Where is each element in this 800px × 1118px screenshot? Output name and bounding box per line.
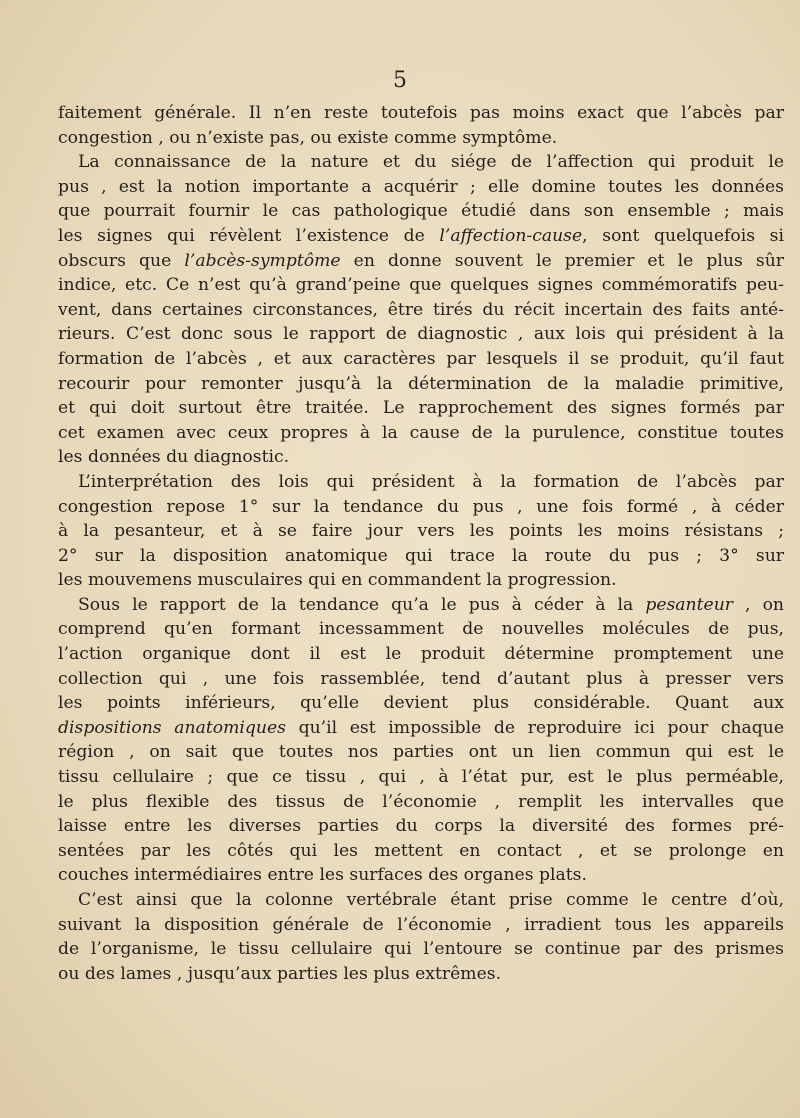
text-segment: C’est ainsi que la colonne vertébrale étant prise comme le centre d’où, bbox=[78, 890, 784, 910]
text-line bbox=[58, 790, 784, 815]
text-segment: que pourrait fournir le cas pathologique étudié dans son ensemble ; mais bbox=[58, 201, 784, 222]
text-line bbox=[58, 175, 784, 200]
text-segment: l’action organique dont il est le produit détermine promptement une bbox=[58, 644, 784, 665]
text-segment: tissu cellulaire ; que ce tissu , qui , à l’état pur, est le plus perméable, bbox=[58, 767, 784, 788]
text-segment: rieurs. C’est donc sous le rapport de diagnostic , aux lois qui président à la bbox=[58, 324, 784, 345]
text-line bbox=[58, 298, 784, 323]
text-line bbox=[58, 372, 784, 397]
text-segment: sentées par les côtés qui les mettent en contact , et se prolonge en bbox=[58, 840, 784, 861]
text-line bbox=[58, 839, 784, 864]
text-line bbox=[58, 765, 784, 790]
text-segment: congestion repose 1° sur la tendance du pus , une fois formé , à céder bbox=[58, 496, 784, 517]
text-line bbox=[58, 273, 784, 298]
text-line bbox=[58, 593, 784, 618]
text-segment: collection qui , une fois rassemblée, tend d’autant plus à presser vers bbox=[58, 668, 784, 689]
text-segment: comprend qu’en formant incessamment de nouvelles molécules de pus, bbox=[58, 619, 784, 640]
text-line bbox=[58, 617, 784, 642]
text-line bbox=[58, 519, 784, 544]
text-segment: , on bbox=[733, 594, 784, 615]
text-segment: de l’organisme, le tissu cellulaire qui l’entoure se continue par des prismes bbox=[58, 939, 784, 960]
text-segment: ou des lames , jusqu’aux parties les plus extrêmes. bbox=[58, 963, 502, 984]
text-segment: obscurs que bbox=[58, 250, 185, 271]
italic-phrase: l’affection-cause bbox=[439, 225, 583, 246]
text-segment: les signes qui révèlent l’existence de bbox=[58, 225, 440, 246]
text-segment: indice, etc. Ce n’est qu’à grand’peine que quelques signes commémoratifs peu- bbox=[58, 275, 784, 296]
text-segment: le plus flexible des tissus de l’économie , remplit les intervalles que bbox=[58, 791, 784, 812]
text-line bbox=[58, 470, 784, 495]
text-line bbox=[58, 495, 784, 520]
text-line bbox=[58, 396, 784, 421]
text-line bbox=[58, 691, 784, 716]
text-line bbox=[58, 224, 784, 249]
text-line bbox=[58, 126, 784, 151]
text-segment: à la pesanteur, et à se faire jour vers les points les moins résistans ; bbox=[58, 521, 784, 542]
text-segment: couches intermédiaires entre les surfaces des organes plats. bbox=[58, 865, 587, 886]
text-line bbox=[58, 937, 784, 962]
text-line bbox=[58, 150, 784, 175]
text-segment: 2° sur la disposition anatomique qui trace la route du pus ; 3° sur bbox=[58, 545, 784, 566]
text-segment: les mouvemens musculaires qui en commandent la progression. bbox=[58, 570, 617, 591]
text-line bbox=[58, 642, 784, 667]
text-segment: suivant la disposition générale de l’économie , irradient tous les appareils bbox=[58, 914, 784, 935]
text-line bbox=[58, 445, 784, 470]
text-segment: La connaissance de la nature et du siége de l’affection qui produit le bbox=[78, 152, 784, 173]
text-line bbox=[58, 667, 784, 692]
text-segment: les points inférieurs, qu’elle devient plus considérable. Quant aux bbox=[58, 693, 784, 714]
text-line bbox=[58, 814, 784, 839]
text-line bbox=[58, 249, 784, 274]
text-segment: cet examen avec ceux propres à la cause de la purulence, constitue toutes bbox=[58, 422, 784, 443]
text-line bbox=[58, 568, 784, 593]
text-line bbox=[58, 544, 784, 569]
text-line bbox=[58, 421, 784, 446]
text-segment: faitement générale. Il n’en reste toutefois pas moins exact que l’abcès par bbox=[58, 103, 784, 123]
text-segment: recourir pour remonter jusqu’à la détermination de la maladie primitive, bbox=[58, 373, 784, 394]
text-segment: L’interprétation des lois qui président à la formation de l’abcès par bbox=[78, 471, 784, 492]
text-line bbox=[58, 740, 784, 765]
text-segment: Sous le rapport de la tendance qu’a le pus à céder à la bbox=[78, 594, 646, 615]
text-segment: et qui doit surtout être traitée. Le rapprochement des signes formés par bbox=[58, 398, 784, 419]
text-segment: les données du diagnostic. bbox=[58, 447, 290, 468]
text-line bbox=[58, 888, 784, 913]
italic-phrase: l’abcès-symptôme bbox=[184, 250, 341, 271]
text-line bbox=[58, 101, 784, 126]
text-line bbox=[58, 199, 784, 224]
text-segment: qu’il est impossible de reproduire ici pour chaque bbox=[285, 717, 784, 738]
text-segment: vent, dans certaines circonstances, être tirés du récit incertain des faits anté- bbox=[58, 299, 784, 320]
text-line bbox=[58, 347, 784, 372]
italic-phrase: dispositions anatomiques bbox=[58, 717, 286, 738]
text-line bbox=[58, 716, 784, 741]
text-segment: formation de l’abcès , et aux caractères par lesquels il se produit, qu’il faut bbox=[58, 348, 784, 369]
text-segment: congestion , ou n’existe pas, ou existe comme symptôme. bbox=[58, 127, 558, 148]
text-line bbox=[58, 322, 784, 347]
italic-phrase: pesanteur bbox=[645, 594, 733, 615]
text-segment: en donne souvent le premier et le plus sûr bbox=[340, 250, 784, 271]
text-line bbox=[58, 863, 784, 888]
text-segment: pus , est la notion importante a acquérir ; elle domine toutes les données bbox=[58, 176, 784, 197]
text-line bbox=[58, 962, 784, 987]
text-segment: région , on sait que toutes nos parties ont un lien commun qui est le bbox=[58, 742, 784, 763]
text-line bbox=[58, 913, 784, 938]
text-segment: laisse entre les diverses parties du corps la diversité des formes pré- bbox=[58, 816, 784, 837]
text-segment: , sont quelquefois si bbox=[582, 225, 784, 246]
body-text bbox=[58, 101, 784, 986]
page-number: 5 bbox=[393, 68, 407, 93]
